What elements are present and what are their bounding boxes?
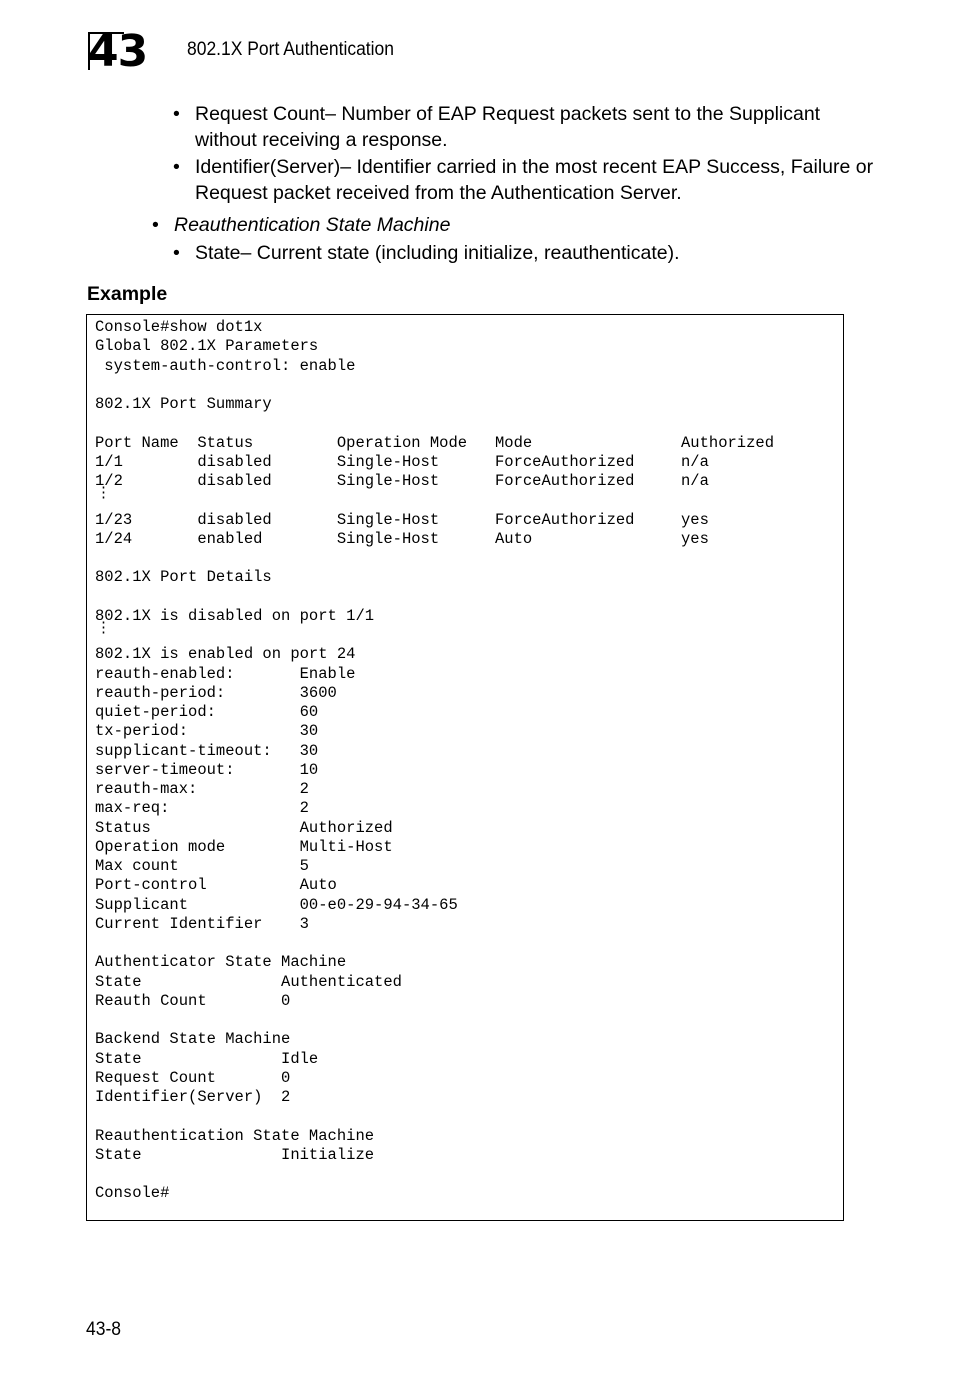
bullet-reauth-state-machine (152, 212, 854, 238)
bullet-marker: • (152, 214, 159, 236)
bullet-request-count-text: Request Count– Number of EAP Request packets sent to the Supplicant without receiving a response. (195, 103, 821, 151)
console-output-part-2: 1/23 disabled Single-Host ForceAuthorized yes 1/24 enabled Single-Host Auto yes 802.1X Port Details 802.1X is disabled on port 1/1 (95, 510, 709, 625)
bullet-identifier-server (173, 154, 875, 206)
page-number: 43-8 (86, 1319, 121, 1340)
console-example-box (86, 314, 844, 1221)
console-output-part-1: Console#show dot1x Global 802.1X Parameters system-auth-control: enable 802.1X Port Summary Port Name Status Operation Mode Mode Authorized 1/1 disabled Single-Host ForceAuthorized n/a 1/2 disabled Single-Host ForceAuthorized n/a (95, 318, 775, 490)
chapter-title: 802.1X Port Authentication (187, 39, 394, 60)
bullet-request-count (173, 101, 875, 153)
bullet-marker: • (173, 103, 180, 125)
console-output (95, 318, 774, 1204)
vertical-ellipsis: ⋮ (96, 485, 111, 503)
bullet-marker: • (173, 242, 180, 264)
console-output-part-3: 802.1X is enabled on port 24 reauth-enabled: Enable reauth-period: 3600 quiet-period: 60 tx-period: 30 supplicant-timeout: 30 server-timeout: 10 reauth-max: 2 max-req: 2 Status Authorized Operation mode Multi-Host Max count 5 Port-control Auto Supplicant 00-e0-29-94-34-65 Current Identifier 3 Authenticator State Machine State Authenticated Reauth Count 0 Backend State Machine State Idle Request Count 0 Identifier(Server) 2 Reauthentication State Machine State Initialize Console# (95, 645, 458, 1203)
example-heading: Example (87, 283, 168, 305)
chapter-number: 43 (88, 26, 148, 77)
bullet-state-text: State– Current state (including initialize, reauthenticate). (195, 242, 680, 264)
vertical-ellipsis: ⋮ (96, 620, 111, 637)
bullet-state (173, 240, 875, 266)
bullet-identifier-server-text: Identifier(Server)– Identifier carried in the most recent EAP Success, Failure or Request packet received from the Authentication Server. (195, 156, 874, 204)
bullet-reauth-state-machine-text: Reauthentication State Machine (174, 214, 451, 236)
bullet-marker: • (173, 156, 180, 178)
